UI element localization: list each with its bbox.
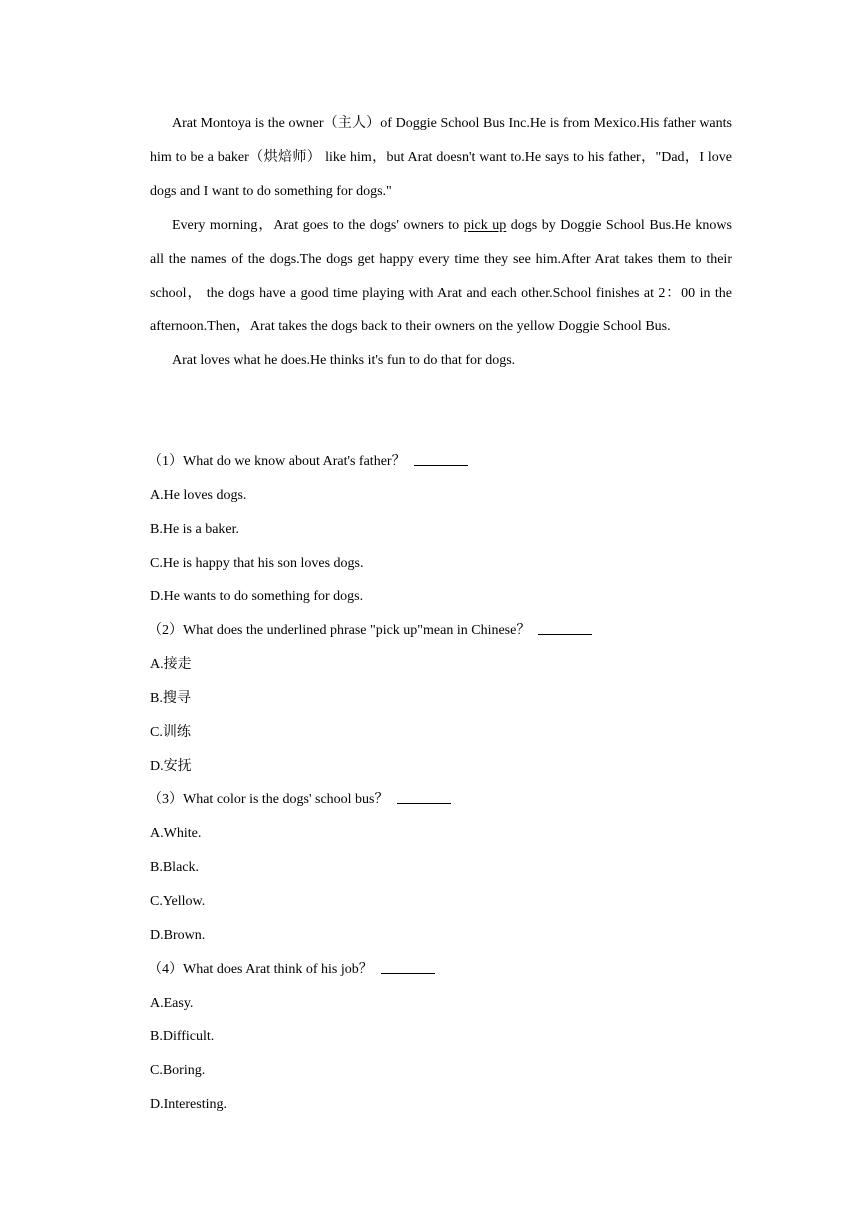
- question-4: [150, 953, 750, 1122]
- paragraph-2-text-end: dogs by Doggie School Bus.He knows all the names of the dogs.The dogs get happy every time they see him.After Arat takes them to their school， the dogs have a good time playing with Arat and each other.School finishes at 2：00 in the afternoon.Then，Arat takes the dogs back to their owners on the yellow Doggie School Bus.: [150, 217, 732, 335]
- paragraph-2-text-start: Every morning，Arat goes to the dogs' owners to: [172, 217, 464, 233]
- question-list: [150, 445, 750, 1122]
- option-c: C.Yellow.: [150, 893, 206, 909]
- question-2: [150, 614, 750, 783]
- option-c: C.Boring.: [150, 1063, 206, 1079]
- question-stem: （1）What do we know about Arat's father？: [148, 454, 406, 469]
- option-d: D.He wants to do something for dogs.: [150, 589, 364, 605]
- reading-passage: [150, 107, 732, 378]
- option-a: A.He loves dogs.: [150, 487, 247, 503]
- underlined-phrase: pick up: [463, 217, 507, 233]
- passage-paragraph-2: [150, 209, 732, 345]
- option-b: B.He is a baker.: [150, 521, 240, 537]
- option-b: B.Difficult.: [150, 1029, 215, 1045]
- option-a: A.接走: [150, 657, 192, 673]
- question-stem: （2）What does the underlined phrase "pick up"mean in Chinese？: [148, 623, 531, 639]
- question-stem: （4）What does Arat think of his job？: [148, 961, 373, 977]
- answer-blank: [414, 451, 468, 466]
- option-a: A.Easy.: [150, 995, 194, 1011]
- question-1: [150, 445, 750, 614]
- answer-blank: [397, 789, 451, 804]
- question-stem: （3）What color is the dogs' school bus？: [148, 792, 389, 808]
- passage-paragraph-3: Arat loves what he does.He thinks it's fun to do that for dogs.: [172, 353, 516, 369]
- option-d: D.安抚: [150, 758, 192, 774]
- option-d: D.Brown.: [150, 927, 206, 943]
- passage-paragraph-1: Arat Montoya is the owner（主人）of Doggie School Bus Inc.He is from Mexico.His father wants him to be a baker（烘焙师） like him，but Arat doesn't want to.He says to his father，"Dad，I love dogs and I want to do something for dogs.": [150, 116, 732, 199]
- option-b: B.Black.: [150, 860, 199, 876]
- option-b: B.搜寻: [150, 690, 191, 706]
- option-d: D.Interesting.: [150, 1097, 227, 1113]
- option-a: A.White.: [150, 826, 202, 842]
- answer-blank: [381, 959, 435, 974]
- answer-blank: [538, 620, 592, 635]
- option-c: C.He is happy that his son loves dogs.: [150, 555, 364, 571]
- option-c: C.训练: [150, 724, 191, 740]
- question-3: [150, 783, 750, 952]
